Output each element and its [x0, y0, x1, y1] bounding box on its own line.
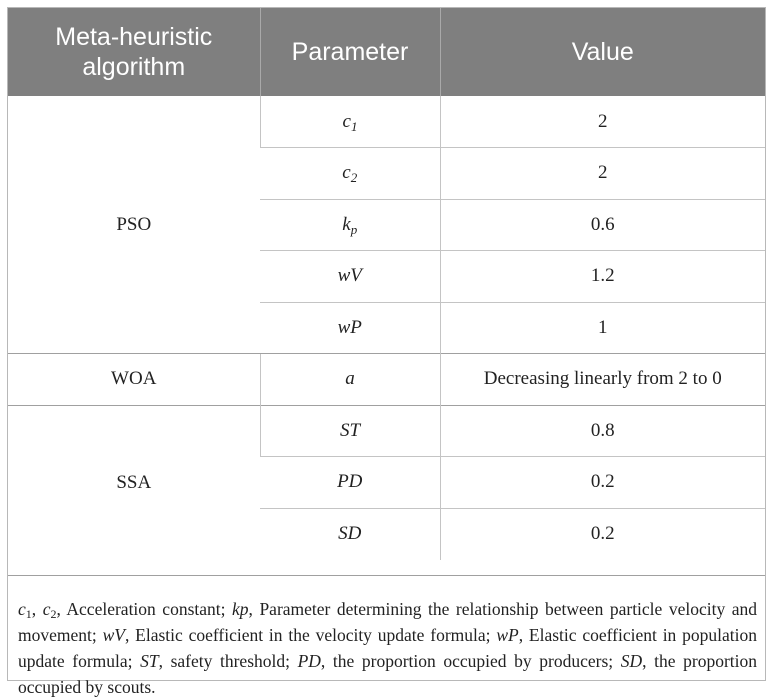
- algorithm-cell-pso: PSO: [116, 213, 152, 235]
- parameter-cell: [260, 199, 440, 251]
- footnote-symbol: ST: [140, 651, 159, 671]
- parameter-symbol: SD: [338, 523, 362, 544]
- header-algorithm: Meta-heuristic algorithm: [8, 8, 260, 96]
- value-cell: 0.2: [440, 457, 765, 509]
- parameter-symbol: ST: [339, 419, 361, 441]
- parameter-symbol: wP: [337, 316, 362, 338]
- footnote-symbol: PD: [297, 651, 321, 671]
- footnote-text: , the proportion occupied by scouts.: [18, 651, 757, 697]
- value-cell: 1: [440, 302, 765, 354]
- table-row: [8, 405, 765, 457]
- footnote-text: , Acceleration constant;: [56, 599, 233, 619]
- footnote-symbol: SD: [620, 651, 643, 671]
- table-row: [8, 354, 765, 406]
- footnote-symbol: c: [42, 599, 51, 619]
- header-parameter: Parameter: [260, 8, 440, 96]
- table-footnote: [8, 575, 765, 700]
- parameter-cell: [260, 457, 440, 509]
- algorithm-cell-woa: WOA: [8, 354, 260, 406]
- parameter-subscript: 1: [350, 118, 358, 134]
- algorithm-cell-ssa: SSA: [8, 405, 260, 560]
- header-value: Value: [440, 8, 765, 96]
- footnote-text: , Elastic coefficient in population update formula;: [18, 625, 757, 671]
- parameter-symbol: c: [342, 110, 351, 132]
- value-cell: Decreasing linearly from 2 to 0: [440, 354, 765, 406]
- parameter-cell: [260, 405, 440, 457]
- parameter-cell: [260, 96, 440, 148]
- value-cell: 2: [440, 96, 765, 148]
- value-cell: 0.2: [440, 508, 765, 560]
- value-cell: 0.6: [440, 199, 765, 251]
- footnote-symbol: wP: [496, 625, 519, 645]
- parameter-symbol: k: [342, 213, 351, 235]
- footnote-text: ,: [31, 599, 43, 619]
- parameter-symbol: c: [342, 162, 351, 184]
- footnote-subscript: 2: [50, 607, 57, 621]
- footnote-subscript: 1: [25, 607, 32, 621]
- parameter-subscript: 2: [350, 170, 358, 186]
- parameter-table: [8, 8, 765, 560]
- footnote-symbol: c: [18, 599, 26, 619]
- parameter-cell: [260, 354, 440, 406]
- table-frame: [7, 7, 766, 697]
- footnote-text: , the proportion occupied by producers;: [320, 651, 621, 671]
- parameter-symbol: PD: [337, 471, 363, 493]
- parameter-symbol: a: [345, 368, 355, 390]
- footnote-text: , safety threshold;: [158, 651, 298, 671]
- value-cell: 0.8: [440, 405, 765, 457]
- value-cell: 1.2: [440, 251, 765, 303]
- parameter-cell: [260, 251, 440, 303]
- footnote-symbol: kp: [232, 599, 249, 619]
- parameter-cell: [260, 148, 440, 200]
- parameter-cell: [260, 302, 440, 354]
- value-cell: 2: [440, 148, 765, 200]
- footnote-text: , Parameter determining the relationship between particle velocity and movement;: [18, 599, 757, 645]
- parameter-symbol: wV: [337, 265, 362, 287]
- table-header-row: [8, 8, 765, 96]
- parameter-cell: [260, 508, 440, 560]
- footnote-symbol: wV: [102, 625, 125, 645]
- table-row: [8, 96, 765, 148]
- footnote-text: , Elastic coefficient in the velocity update formula;: [124, 625, 497, 645]
- parameter-subscript: p: [350, 221, 358, 237]
